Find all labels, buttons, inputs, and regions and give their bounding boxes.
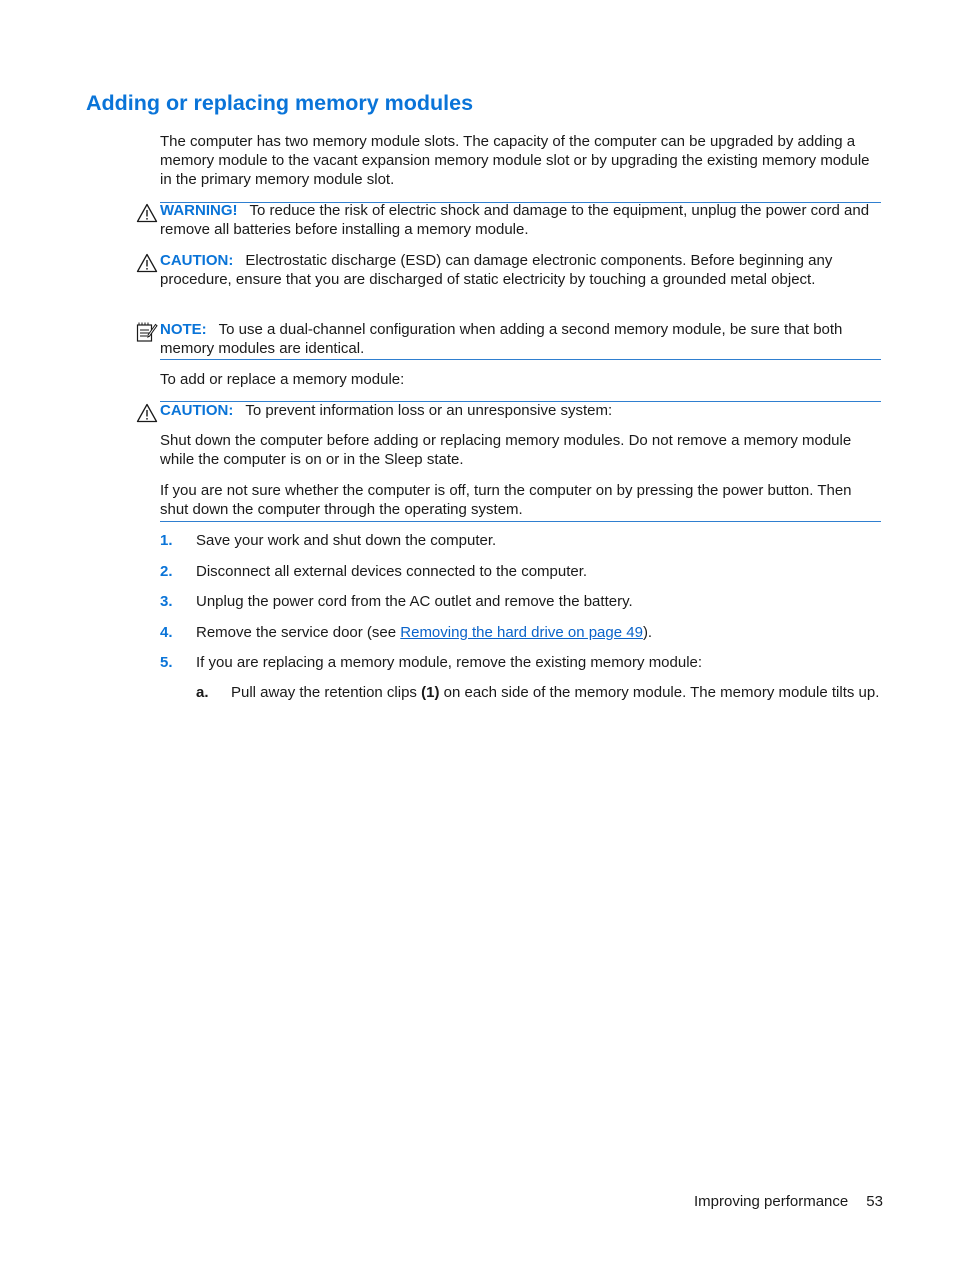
step-number: 3. <box>160 593 173 610</box>
intro-paragraph: The computer has two memory module slots. The capacity of the computer can be upgraded by adding a memory module to the vacant expansion memory module slot or by upgrading the existing memory module in the primary memory module slot. <box>160 133 870 188</box>
caution-triangle-icon <box>136 403 158 423</box>
caution-paragraph: Shut down the computer before adding or replacing memory modules. Do not remove a memory module while the computer is on or in the Sleep state. <box>160 432 852 468</box>
caution-text: Electrostatic discharge (ESD) can damage electronic components. Before beginning any procedure, ensure that you are discharged of static electricity by touching a grounded metal object. <box>160 252 833 288</box>
caution-notice <box>160 401 880 420</box>
warning-triangle-icon <box>136 203 158 223</box>
note-bottom-rule <box>160 359 881 360</box>
warning-text: To reduce the risk of electric shock and damage to the equipment, unplug the power cord and remove all batteries before installing a memory module. <box>160 202 870 238</box>
caution-block-bottom-rule <box>160 521 881 522</box>
note-icon <box>136 321 158 341</box>
step-text-before-link: Remove the service door (see <box>196 624 401 641</box>
note-text: To use a dual-channel configuration when adding a second memory module, be sure that both memory modules are identical. <box>160 321 843 357</box>
step-text: Unplug the power cord from the AC outlet and remove the battery. <box>196 593 633 610</box>
step-text-after-link: ). <box>642 624 653 641</box>
page-footer <box>694 1192 883 1211</box>
step-text: Disconnect all external devices connected to the computer. <box>196 563 588 580</box>
substep-letter: a. <box>196 684 209 701</box>
step-text <box>196 623 886 642</box>
caution-triangle-icon <box>136 253 158 273</box>
lead-in-text: To add or replace a memory module: <box>160 371 405 388</box>
warning-notice <box>160 201 880 239</box>
caution-text: To prevent information loss or an unresponsive system: <box>245 402 613 419</box>
caution-paragraph: If you are not sure whether the computer is off, turn the computer on by pressing the power button. Then shut down the computer through the operating system. <box>160 482 852 518</box>
note-label: NOTE: <box>160 321 207 338</box>
warning-label: WARNING! <box>160 202 238 219</box>
note-notice <box>160 320 880 358</box>
footer-section-title: Improving performance <box>694 1193 849 1210</box>
step-number: 5. <box>160 654 173 671</box>
caution-label: CAUTION: <box>160 402 234 419</box>
removing-hard-drive-link[interactable]: Removing the hard drive on page 49 <box>400 624 643 641</box>
step-number: 2. <box>160 563 173 580</box>
step-number: 4. <box>160 624 173 641</box>
caution-notice <box>160 251 880 289</box>
substep-text <box>231 683 881 702</box>
page-title: Adding or replacing memory modules <box>86 91 474 115</box>
caution-label: CAUTION: <box>160 252 234 269</box>
page-number: 53 <box>866 1193 883 1210</box>
step-text: If you are replacing a memory module, remove the existing memory module: <box>196 654 703 671</box>
substep-text-after: on each side of the memory module. The memory module tilts up. <box>439 684 880 701</box>
step-text: Save your work and shut down the computer. <box>196 532 497 549</box>
step-number: 1. <box>160 532 173 549</box>
substep-text-before: Pull away the retention clips <box>231 684 422 701</box>
callout-number: (1) <box>421 684 440 701</box>
